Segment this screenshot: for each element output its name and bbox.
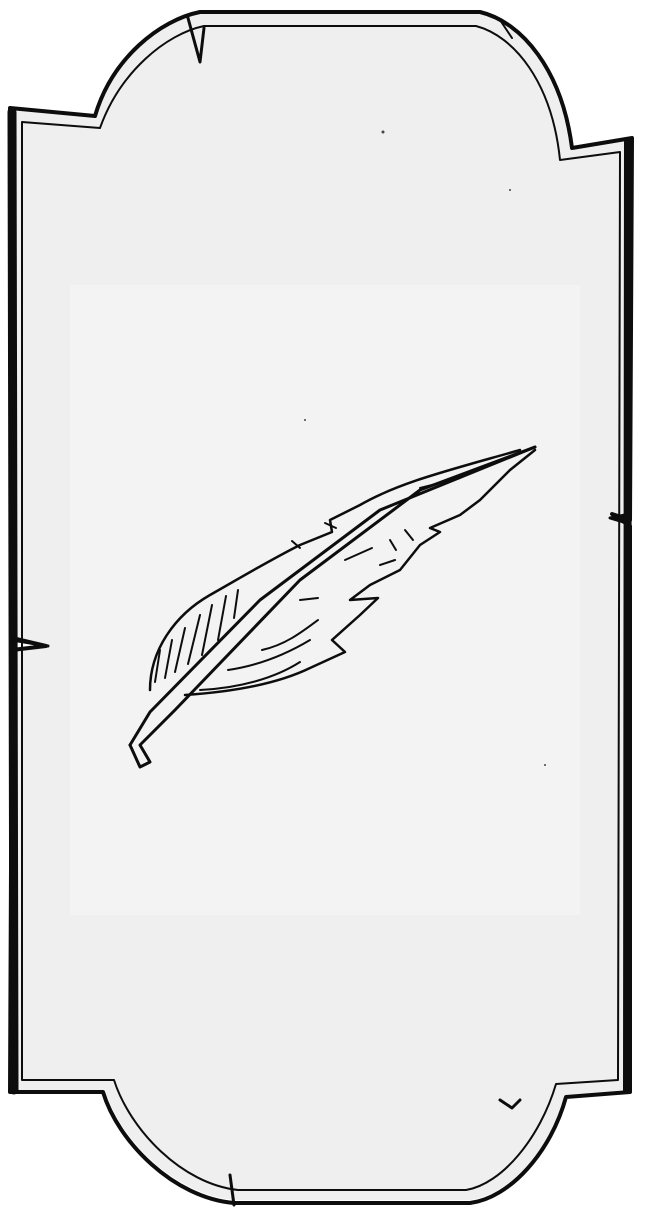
paper-inner-panel <box>70 285 580 915</box>
